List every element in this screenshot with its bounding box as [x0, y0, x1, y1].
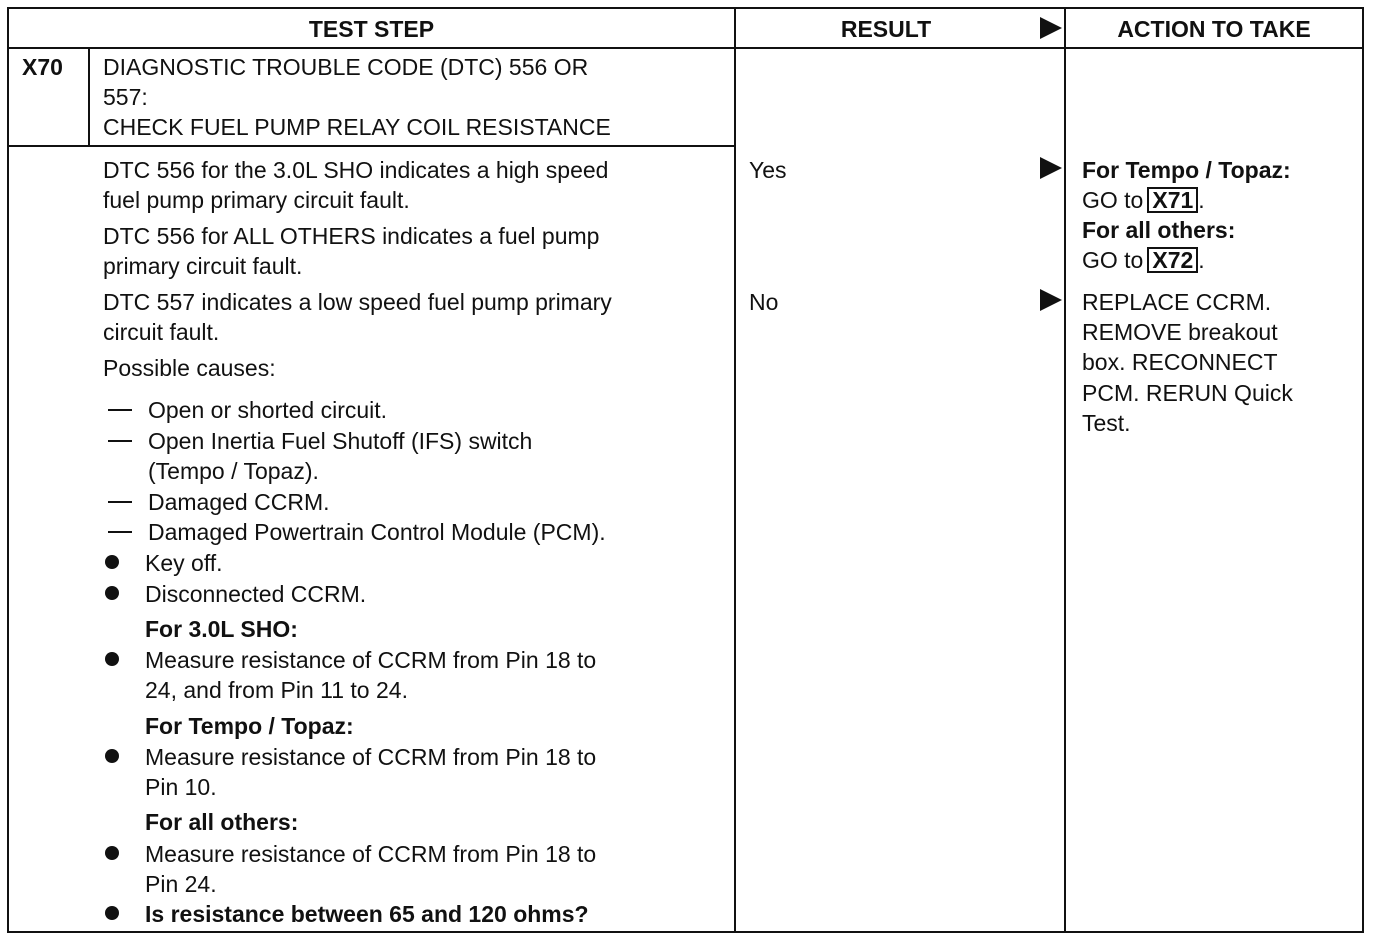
- cause-3: Damaged CCRM.: [148, 489, 330, 515]
- bullet-icon: [105, 586, 119, 600]
- step-id: X70: [22, 54, 63, 80]
- p1-line-1: DTC 556 for the 3.0L SHO indicates a high speed: [103, 157, 609, 183]
- result-yes: Yes: [749, 157, 787, 183]
- cause-1: Open or shorted circuit.: [148, 397, 388, 423]
- measure-sho-line-1: Measure resistance of CCRM from Pin 18 to: [145, 647, 597, 673]
- arrow-right-icon: [1040, 157, 1062, 179]
- action-yes-others-heading: For all others:: [1082, 217, 1236, 243]
- header-test-step: TEST STEP: [308, 16, 435, 42]
- p3-line-2: circuit fault.: [103, 319, 220, 345]
- step-title-divider: [7, 145, 735, 147]
- go-to-label: GO to: [1082, 187, 1144, 213]
- p2-line-2: primary circuit fault.: [103, 253, 303, 279]
- step-title-line-2: 557:: [103, 84, 148, 110]
- measure-tempo-line-1: Measure resistance of CCRM from Pin 18 to: [145, 744, 597, 770]
- step-title-line-3: CHECK FUEL PUMP RELAY COIL RESISTANCE: [103, 114, 611, 140]
- action-no-line-5: Test.: [1082, 410, 1131, 436]
- table-top-border: [7, 7, 1364, 9]
- header-action: ACTION TO TAKE: [1117, 16, 1311, 42]
- step-key-off: Key off.: [145, 550, 223, 576]
- action-column-divider: [1064, 7, 1066, 933]
- table-bottom-border: [7, 931, 1364, 933]
- action-no-line-3: box. RECONNECT: [1082, 349, 1278, 375]
- measure-sho-line-2: 24, and from Pin 11 to 24.: [145, 677, 408, 703]
- possible-causes-label: Possible causes:: [103, 355, 276, 381]
- action-yes-tempo-heading: For Tempo / Topaz:: [1082, 157, 1291, 183]
- p3-line-1: DTC 557 indicates a low speed fuel pump primary: [103, 289, 612, 315]
- subheading-tempo-topaz: For Tempo / Topaz:: [145, 713, 354, 739]
- measure-others-line-2: Pin 24.: [145, 871, 217, 897]
- cause-4: Damaged Powertrain Control Module (PCM).: [148, 519, 606, 545]
- table-left-border: [7, 7, 9, 933]
- step-ref-x71[interactable]: X71: [1147, 187, 1198, 213]
- action-yes-go-x72: [1082, 245, 1205, 275]
- resistance-question: Is resistance between 65 and 120 ohms?: [145, 901, 589, 927]
- dash-icon: [108, 501, 132, 503]
- period: .: [1198, 247, 1205, 273]
- bullet-icon: [105, 749, 119, 763]
- action-no-line-4: PCM. RERUN Quick: [1082, 380, 1293, 406]
- header-arrow-icon: [1040, 17, 1062, 39]
- period: .: [1198, 187, 1205, 213]
- action-no-line-2: REMOVE breakout: [1082, 319, 1278, 345]
- action-no-line-1: REPLACE CCRM.: [1082, 289, 1272, 315]
- action-yes-go-x71: [1082, 185, 1205, 215]
- table-right-border: [1362, 7, 1364, 933]
- arrow-right-icon: [1040, 289, 1062, 311]
- p2-line-1: DTC 556 for ALL OTHERS indicates a fuel pump: [103, 223, 600, 249]
- step-ref-x72[interactable]: X72: [1147, 247, 1198, 273]
- step-disconnect-ccrm: Disconnected CCRM.: [145, 581, 367, 607]
- step-title-line-1: DIAGNOSTIC TROUBLE CODE (DTC) 556 OR: [103, 54, 589, 80]
- bullet-icon: [105, 846, 119, 860]
- dash-icon: [108, 409, 132, 411]
- measure-tempo-line-2: Pin 10.: [145, 774, 217, 800]
- go-to-label: GO to: [1082, 247, 1144, 273]
- measure-others-line-1: Measure resistance of CCRM from Pin 18 to: [145, 841, 597, 867]
- bullet-icon: [105, 555, 119, 569]
- bullet-icon: [105, 652, 119, 666]
- subheading-all-others: For all others:: [145, 809, 299, 835]
- header-result: RESULT: [840, 16, 932, 42]
- p1-line-2: fuel pump primary circuit fault.: [103, 187, 410, 213]
- header-divider: [7, 47, 1364, 49]
- result-no: No: [749, 289, 779, 315]
- result-column-divider: [734, 7, 736, 933]
- dash-icon: [108, 440, 132, 442]
- cause-2-line-1: Open Inertia Fuel Shutoff (IFS) switch: [148, 428, 533, 454]
- cause-2-line-2: (Tempo / Topaz).: [148, 458, 319, 484]
- dash-icon: [108, 531, 132, 533]
- bullet-icon: [105, 906, 119, 920]
- subheading-3-0l-sho: For 3.0L SHO:: [145, 616, 298, 642]
- step-id-divider: [88, 47, 90, 147]
